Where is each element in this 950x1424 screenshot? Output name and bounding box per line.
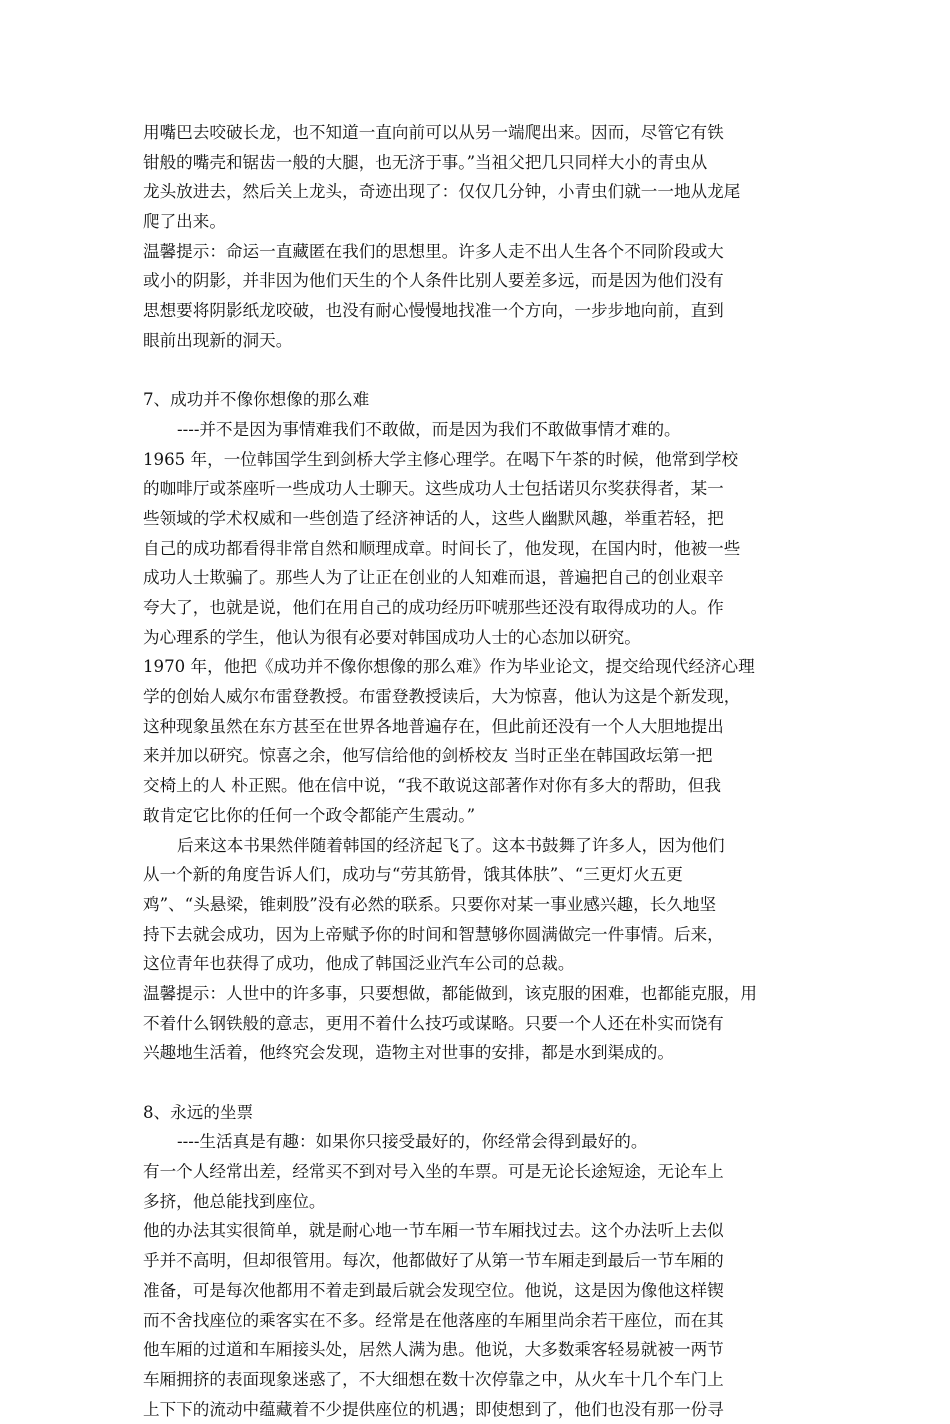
text-line: 8、永远的坐票 (143, 1102, 254, 1122)
text-line: 上下下的流动中蕴藏着不少提供座位的机遇；即使想到了，他们也没有那一份寻 (143, 1399, 724, 1419)
blank-line (143, 1068, 811, 1098)
text-line: 鸡”、“头悬梁，锥刺股”没有必然的联系。只要你对某一事业感兴趣，长久地坚 (143, 894, 717, 914)
text-line: 他的办法其实很简单，就是耐心地一节车厢一节车厢找过去。这个办法听上去似 (143, 1221, 724, 1241)
text-line: 有一个人经常出差，经常买不到对号入坐的车票。可是无论长途短途，无论车上 (143, 1162, 724, 1182)
text-line: 从一个新的角度告诉人们，成功与“劳其筋骨，饿其体肤”、“三更灯火五更 (143, 865, 683, 885)
text-line: 自己的成功都看得非常自然和顺理成章。时间长了，他发现，在国内时，他被一些 (143, 538, 741, 558)
text-line: 为心理系的学生，他认为很有必要对韩国成功人士的心态加以研究。 (143, 627, 641, 647)
text-line: 思想要将阴影纸龙咬破，也没有耐心慢慢地找准一个方向，一步步地向前，直到 (143, 301, 724, 321)
text-line: 学的创始人威尔布雷登教授。布雷登教授读后，大为惊喜，他认为这是个新发现， (143, 687, 741, 707)
text-line: 1965 年，一位韩国学生到剑桥大学主修心理学。在喝下午茶的时候，他常到学校 (143, 449, 739, 469)
text-line: 而不舍找座位的乘客实在不多。经常是在他落座的车厢里尚余若干座位，而在其 (143, 1310, 724, 1330)
text-line: 敢肯定它比你的任何一个政令都能产生震动。” (143, 805, 476, 825)
text-line: 这种现象虽然在东方甚至在世界各地普遍存在，但此前还没有一个人大胆地提出 (143, 716, 724, 736)
text-line: 多挤，他总能找到座位。 (143, 1191, 326, 1211)
text-line: 持下去就会成功，因为上帝赋予你的时间和智慧够你圆满做完一件事情。后来， (143, 924, 724, 944)
document-page (143, 118, 811, 1424)
blank-line (143, 356, 811, 386)
text-line: 兴趣地生活着，他终究会发现，造物主对世事的安排，都是水到渠成的。 (143, 1043, 674, 1063)
text-line: ----并不是因为事情难我们不敢做，而是因为我们不敢做事情才难的。 (177, 419, 681, 439)
text-line: 这位青年也获得了成功，他成了韩国泛业汽车公司的总裁。 (143, 954, 575, 974)
text-line: 的咖啡厅或茶座听一些成功人士聊天。这些成功人士包括诺贝尔奖获得者，某一 (143, 479, 724, 499)
text-line: ----生活真是有趣：如果你只接受最好的，你经常会得到最好的。 (177, 1132, 648, 1152)
text-line: 1970 年，他把《成功并不像你想像的那么难》作为毕业论文，提交给现代经济心理 (143, 657, 755, 677)
text-line: 他车厢的过道和车厢接头处，居然人满为患。他说，大多数乘客轻易就被一两节 (143, 1340, 724, 1360)
text-line: 温馨提示：命运一直藏匿在我们的思想里。许多人走不出人生各个不同阶段或大 (143, 241, 724, 261)
text-line: 或小的阴影，并非因为他们天生的个人条件比别人要差多远，而是因为他们没有 (143, 271, 724, 291)
text-line: 车厢拥挤的表面现象迷惑了，不大细想在数十次停靠之中，从火车十几个车门上 (143, 1369, 724, 1389)
text-line: 用嘴巴去咬破长龙，也不知道一直向前可以从另一端爬出来。因而，尽管它有铁 (143, 123, 724, 142)
text-line: 成功人士欺骗了。那些人为了让正在创业的人知难而退，普遍把自己的创业艰辛 (143, 568, 724, 588)
text-line: 夸大了，也就是说，他们在用自己的成功经历吓唬那些还没有取得成功的人。作 (143, 598, 724, 617)
text-line: 些领域的学术权威和一些创造了经济神话的人，这些人幽默风趣，举重若轻，把 (143, 508, 724, 528)
text-line: 眼前出现新的洞天。 (143, 330, 293, 350)
text-line: 来并加以研究。惊喜之余，他写信给他的剑桥校友 当时正坐在韩国政坛第一把 (143, 746, 713, 766)
text-line: 乎并不高明，但却很管用。每次，他都做好了从第一节车厢走到最后一节车厢的 (143, 1251, 724, 1271)
text-line: 爬了出来。 (143, 212, 226, 232)
text-line: 龙头放进去，然后关上龙头，奇迹出现了：仅仅几分钟，小青虫们就一一地从龙尾 (143, 182, 741, 202)
text-line: 钳般的嘴壳和锯齿一般的大腿，也无济于事。”当祖父把几只同样大小的青虫从 (143, 152, 708, 172)
text-line: 不着什么钢铁般的意志，更用不着什么技巧或谋略。只要一个人还在朴实而饶有 (143, 1013, 724, 1033)
text-line: 温馨提示：人世中的许多事，只要想做，都能做到，该克服的困难，也都能克服，用 (143, 983, 757, 1003)
text-line: 后来这本书果然伴随着韩国的经济起飞了。这本书鼓舞了许多人，因为他们 (177, 835, 725, 855)
text-line: 交椅上的人 朴正熙。他在信中说，“我不敢说这部著作对你有多大的帮助，但我 (143, 776, 721, 796)
text-line: 7、成功并不像你想像的那么难 (143, 390, 370, 410)
text-line: 准备，可是每次他都用不着走到最后就会发现空位。他说，这是因为像他这样锲 (143, 1280, 724, 1300)
